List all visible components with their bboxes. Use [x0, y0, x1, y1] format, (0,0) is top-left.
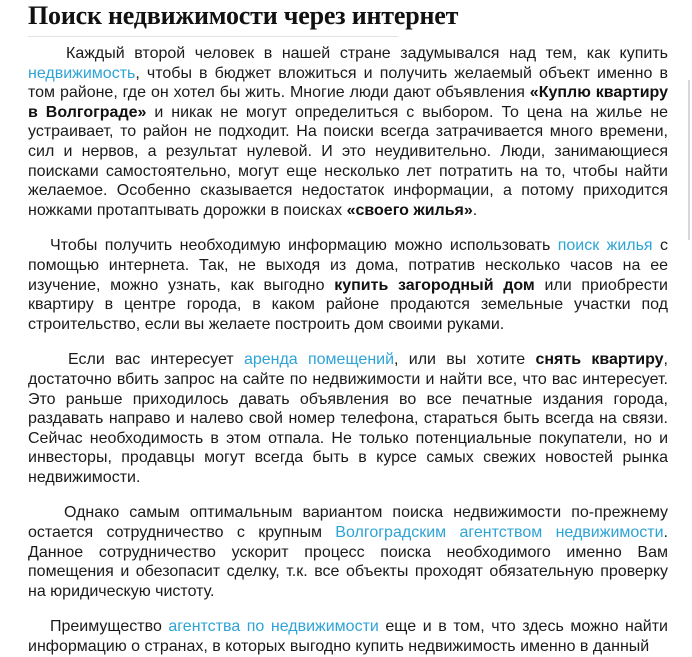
- paragraph-4: [28, 503, 668, 601]
- paragraph-3-text-1: Если вас интересует: [68, 351, 244, 369]
- paragraph-1-text-2: , чтобы в бюджет вложиться и получить желаемый объект именно в том районе, где он хотел бы жить. Многие люди дают объявления: [28, 64, 668, 102]
- paragraph-3-text-3: , достаточно вбить запрос на сайте по недвижимости и найти все, что вас интересует. Это раньше приходилось давать объявления во все печатные издания города, раздавать направо и налево свой номер телефона, стараться быть всегда на связи. Сейчас необходимость в этом отпала. Не только потенциальные покупатели, но и инвесторы, продавцы могут всегда быть в курсе самых свежих новостей рынка недвижимости.: [28, 351, 668, 486]
- page-title: Поиск недвижимости через интернет: [28, 1, 459, 30]
- paragraph-2: [28, 236, 668, 334]
- paragraph-3: [28, 350, 668, 487]
- paragraph-1-text-1: Каждый второй человек в нашей стране задумывался над тем, как купить: [66, 45, 668, 62]
- paragraph-1-text-4: .: [472, 201, 478, 219]
- paragraph-1-text-3: и никак не могут определиться с выбором. То цена на жилье не устраивает, то район не подходит. На поиски всегда затрачивается много времени, сил и нервов, а результат нулевой. И это неудивительно. Люди, занимающиеся поисками самостоятельно, могут еще несколько лет потратить на то, чтобы найти желаемое. Особенно сказывается недостаток информации, а потому приходится ножками протаптывать дорожки в поисках: [28, 103, 669, 219]
- scrollbar-thumb[interactable]: [688, 80, 690, 240]
- paragraph-5: [28, 617, 668, 656]
- scrollbar[interactable]: [686, 0, 692, 646]
- paragraph-5-text-2: еще и в том, что здесь можно найти информацию о странах, в которых выгодно купить недвижимость именно в данный: [28, 618, 668, 656]
- title-divider: [28, 36, 398, 37]
- paragraph-5-text-1: Преимущество: [50, 618, 169, 636]
- bold-kuplyu-kvartiru: «Куплю квартиру в Волгограде»: [28, 84, 668, 121]
- paragraph-1: [28, 44, 668, 220]
- paragraph-2-text-3: или приобрести квартиру в центре города, в каком районе продаются земельные участки под строительство, если вы желаете построить дом своими руками.: [28, 276, 668, 333]
- paragraph-3-text-2: , или вы хотите: [394, 351, 536, 369]
- bold-kupit-zagorodny-dom: купить загородный дом: [334, 276, 535, 294]
- link-arenda-pomeshcheniy[interactable]: аренда помещений: [243, 351, 395, 369]
- bold-svoego-zhilya: «своего жилья»: [346, 201, 473, 219]
- paragraph-2-text-2: с помощью интернета. Так, не выходя из дома, потратив несколько часов на ее изучение, можно узнать, как выгодно: [28, 237, 669, 294]
- link-volgogradskoe-agentstvo[interactable]: Волгоградским агентством недвижимости: [335, 524, 664, 542]
- paragraph-4-text-1: Однако самым оптимальным вариантом поиска недвижимости по-прежнему остается сотрудничество с крупным: [28, 504, 668, 542]
- article: [28, 0, 668, 657]
- link-agentstva-po-nedvizhimosti[interactable]: агентства по недвижимости: [168, 618, 379, 636]
- link-poisk-zhilya[interactable]: поиск жилья: [557, 237, 653, 255]
- paragraph-2-text-1: Чтобы получить необходимую информацию можно использовать: [50, 237, 558, 255]
- link-nedvizhimost[interactable]: недвижимость: [28, 64, 136, 82]
- bold-snyat-kvartiru: снять квартиру: [535, 351, 664, 369]
- paragraph-4-text-2: . Данное сотрудничество ускорит процесс поиска необходимого именно Вам помещения и обезопасит сделку, т.к. все объекты проходят обязательную проверку на юридическую чистоту.: [28, 524, 668, 600]
